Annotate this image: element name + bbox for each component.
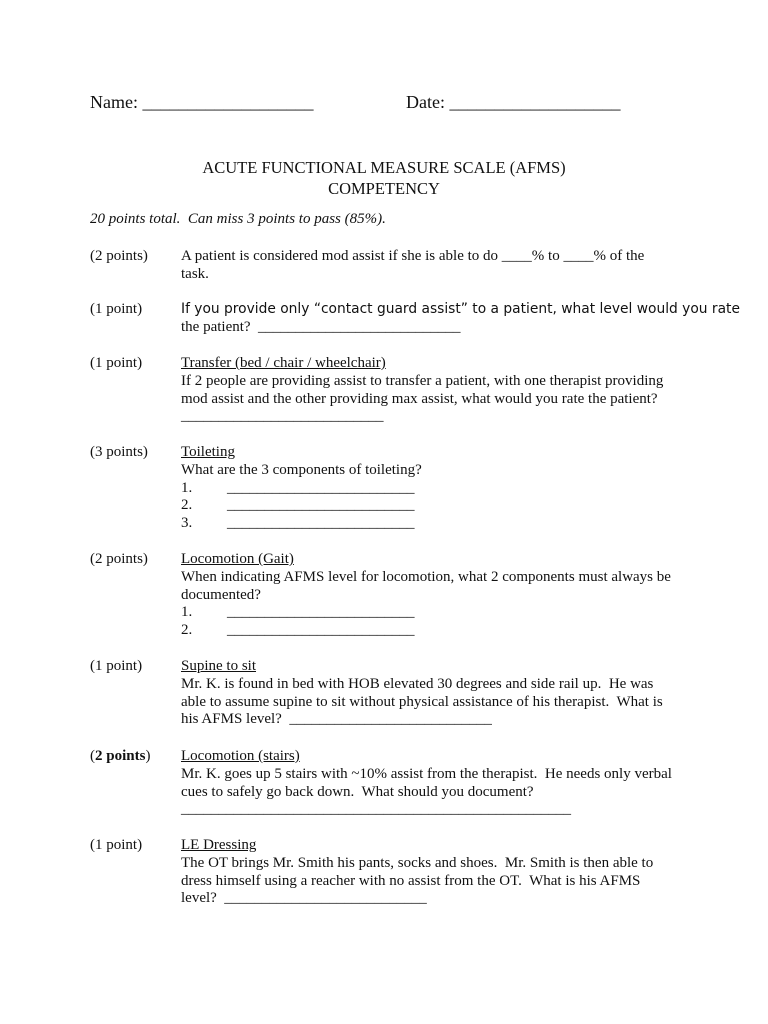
question-text: task. <box>181 265 209 282</box>
answer-blank[interactable]: ___________________________ <box>181 408 384 425</box>
question-heading: Locomotion (Gait) <box>181 551 294 567</box>
answer-blank[interactable]: _________________________ <box>227 497 415 514</box>
question-text: If you provide only “contact guard assist” to a patient, what level would you rate <box>181 301 740 317</box>
question-text: able to assume supine to sit without physical assistance of his therapist. What is <box>181 693 663 710</box>
question-text: mod assist and the other providing max assist, what would you rate the patient? <box>181 390 658 407</box>
answer-blank[interactable]: _________________________ <box>227 604 415 621</box>
question-text: cues to safely go back down. What should you document? <box>181 783 534 800</box>
question-text: A patient is considered mod assist if she is able to do ____% to ____% of the <box>181 248 645 264</box>
answer-item <box>181 480 681 498</box>
scoring-instructions: 20 points total. Can miss 3 points to pass (85%). <box>90 211 386 227</box>
points-label: (1 point) <box>90 355 143 371</box>
question-text: What are the 3 components of toileting? <box>181 461 422 478</box>
answer-blank[interactable]: his AFMS level? ___________________________ <box>181 711 492 728</box>
answer-blank[interactable]: _________________________ <box>227 515 415 532</box>
question-heading: Locomotion (stairs) <box>181 748 300 764</box>
name-field[interactable]: Name: ___________________ <box>90 92 314 112</box>
answer-blank[interactable]: level? ___________________________ <box>181 890 427 907</box>
item-number: 1. <box>181 479 193 496</box>
form-title <box>0 157 768 199</box>
answer-item <box>181 622 681 640</box>
points-bold: 2 points <box>95 748 146 764</box>
question-text: The OT brings Mr. Smith his pants, socks and shoes. Mr. Smith is then able to <box>181 854 654 871</box>
points-label: (1 point) <box>90 658 143 674</box>
question-heading: Supine to sit <box>181 658 257 674</box>
points-label: (1 point) <box>90 301 143 317</box>
answer-blank[interactable]: the patient? ___________________________ <box>181 318 461 335</box>
question-text: Mr. K. goes up 5 stairs with ~10% assist from the therapist. He needs only verbal <box>181 765 672 782</box>
answer-item <box>181 604 681 622</box>
answer-blank[interactable]: _________________________ <box>227 479 415 496</box>
question-text: When indicating AFMS level for locomotion, what 2 components must always be <box>181 568 671 585</box>
points-label <box>90 748 150 766</box>
question-text: If 2 people are providing assist to transfer a patient, with one therapist providing <box>181 372 664 389</box>
points-close: ) <box>145 748 151 764</box>
item-number: 2. <box>181 622 193 639</box>
points-label: (2 points) <box>90 248 148 264</box>
points-label: (2 points) <box>90 551 148 567</box>
question-heading: Toileting <box>181 444 235 460</box>
question-text: Mr. K. is found in bed with HOB elevated 30 degrees and side rail up. He was <box>181 675 654 692</box>
item-number: 1. <box>181 604 193 621</box>
title-line-1: ACUTE FUNCTIONAL MEASURE SCALE (AFMS) <box>202 158 566 177</box>
answer-blank[interactable]: ____________________________________________________ <box>181 801 571 818</box>
points-open: ( <box>90 748 95 764</box>
question-text: documented? <box>181 586 261 603</box>
points-label: (3 points) <box>90 444 148 460</box>
item-number: 3. <box>181 515 193 532</box>
date-field[interactable]: Date: ___________________ <box>406 92 621 112</box>
answer-item <box>181 497 681 515</box>
question-heading: LE Dressing <box>181 837 257 853</box>
title-line-2: COMPETENCY <box>328 179 440 198</box>
question-text: dress himself using a reacher with no assist from the OT. What is his AFMS <box>181 872 641 889</box>
points-label: (1 point) <box>90 837 143 853</box>
answer-item <box>181 515 681 533</box>
item-number: 2. <box>181 497 193 514</box>
answer-blank[interactable]: _________________________ <box>227 622 415 639</box>
question-heading: Transfer (bed / chair / wheelchair) <box>181 355 386 371</box>
